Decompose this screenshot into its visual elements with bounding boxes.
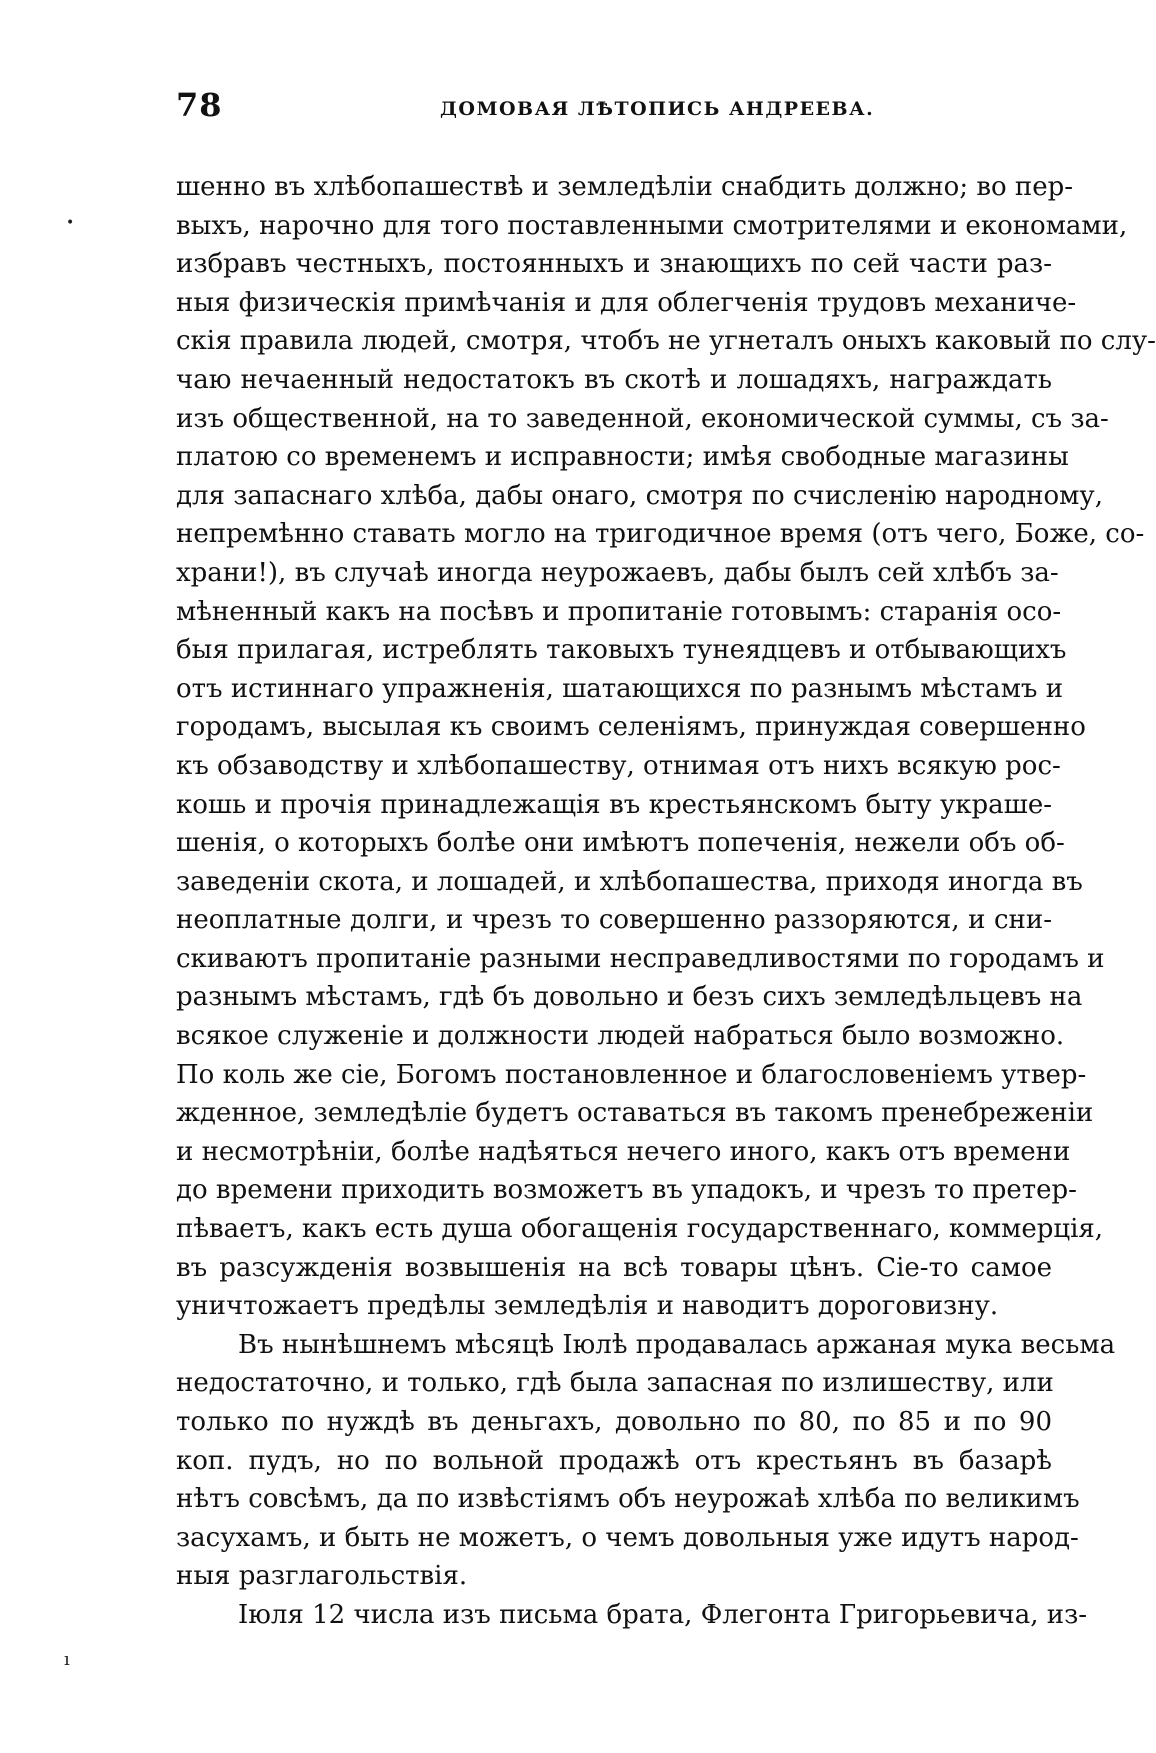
paragraph-start-line: Іюля 12 числа изъ письма брата, Флегонта Григорьевича, из-: [238, 1599, 1088, 1630]
text-line: чаю нечаенный недостатокъ въ скотѣ и лошадяхъ, награждать: [176, 364, 1052, 395]
text-line: городамъ, высылая къ своимъ селеніямъ, принуждая совершенно: [176, 712, 1086, 743]
text-line: избравъ честныхъ, постоянныхъ и знающихъ по сей части раз-: [176, 249, 1052, 280]
body-text: [176, 168, 1156, 1635]
text-line: къ обзаводству и хлѣбопашеству, отнимая отъ нихъ всякую рос-: [176, 750, 1061, 781]
margin-tick-mark: ı: [64, 1649, 70, 1670]
text-line: разнымъ мѣстамъ, гдѣ бъ довольно и безъ сихъ земледѣльцевъ на: [176, 982, 1083, 1013]
paragraph-start-line: Въ нынѣшнемъ мѣсяцѣ Іюлѣ продавалась аржаная мука весьма: [238, 1329, 1116, 1360]
page-header: [176, 86, 1052, 130]
text-line: всякое служеніе и должности людей набраться было возможно.: [176, 1021, 1065, 1052]
text-line: изъ общественной, на то заведенной, економической суммы, съ за-: [176, 403, 1109, 434]
text-line: ныя физическія примѣчанія и для облегченія трудовъ механиче-: [176, 287, 1077, 318]
margin-dot-mark: •: [66, 215, 75, 231]
text-line: до времени приходить возможетъ въ упадокъ, и чрезъ то претер-: [176, 1175, 1077, 1206]
text-line: заведеніи скота, и лошадей, и хлѣбопашества, приходя иногда въ: [176, 866, 1083, 897]
text-line: жденное, земледѣліе будетъ оставаться въ такомъ пренебреженіи: [176, 1098, 1094, 1129]
text-line: коп. пудъ, но по вольной продажѣ отъ крестьянъ въ базарѣ: [176, 1445, 1052, 1476]
text-line: храни!), въ случаѣ иногда неурожаевъ, дабы былъ сей хлѣбъ за-: [176, 557, 1059, 588]
paragraph-end-line: уничтожаетъ предѣлы земледѣлія и наводитъ дороговизну.: [176, 1291, 999, 1322]
text-line: кошь и прочія принадлежащія въ крестьянскомъ быту украше-: [176, 789, 1052, 820]
text-line: засухамъ, и быть не можетъ, о чемъ довольныя уже идутъ народ-: [176, 1522, 1079, 1553]
text-line: шенія, о которыхъ болѣе они имѣютъ попеченія, нежели объ об-: [176, 828, 1065, 859]
text-line: скиваютъ пропитаніе разными несправедливостями по городамъ и: [176, 943, 1105, 974]
text-line: для запаснаго хлѣба, дабы онаго, смотря по счисленію народному,: [176, 480, 1103, 511]
text-line: мѣненный какъ на посѣвъ и пропитаніе готовымъ: старанія осо-: [176, 596, 1062, 627]
text-line: непремѣнно ставать могло на тригодичное время (отъ чего, Боже, со-: [176, 519, 1145, 550]
text-line: быя прилагая, истреблять таковыхъ тунеядцевъ и отбывающихъ: [176, 635, 1067, 666]
text-line: выхъ, нарочно для того поставленными смотрителями и економами,: [176, 210, 1128, 241]
text-line: шенно въ хлѣбопашествѣ и земледѣліи снабдить должно; во пер-: [176, 172, 1074, 202]
text-line: въ разсужденія возвышенія на всѣ товары цѣнъ. Сіе-то самое: [176, 1252, 1052, 1283]
text-line: По коль же сіе, Богомъ постановленное и благословеніемъ утвер-: [176, 1059, 1087, 1090]
page-number: 78: [176, 86, 223, 124]
text-line: и несмотрѣніи, болѣе надѣяться нечего иного, какъ отъ времени: [176, 1136, 1071, 1167]
text-line: пѣваетъ, какъ есть душа обогащенія государственнаго, коммерція,: [176, 1214, 1104, 1245]
text-line: скія правила людей, смотря, чтобъ не угнеталъ оныхъ каковый по слу-: [176, 326, 1156, 357]
text-line: только по нуждѣ въ деньгахъ, довольно по 80, по 85 и по 90: [176, 1407, 1052, 1437]
text-line: неоплатные долги, и чрезъ то совершенно раззоряются, и сни-: [176, 905, 1052, 936]
text-line: нѣтъ совсѣмъ, да по извѣстіямъ объ неурожаѣ хлѣба по великимъ: [176, 1484, 1080, 1515]
text-line: платою со временемъ и исправности; имѣя свободные магазины: [176, 442, 1069, 473]
running-title: ДОМОВАЯ ЛѢТОПИСЬ АНДРЕЕВА.: [440, 98, 875, 120]
paragraph-end-line: ныя разглагольствія.: [176, 1561, 468, 1592]
text-line: отъ истиннаго упражненія, шатающихся по разнымъ мѣстамъ и: [176, 673, 1064, 704]
text-line: недостаточно, и только, гдѣ была запасная по излишеству, или: [176, 1368, 1054, 1399]
